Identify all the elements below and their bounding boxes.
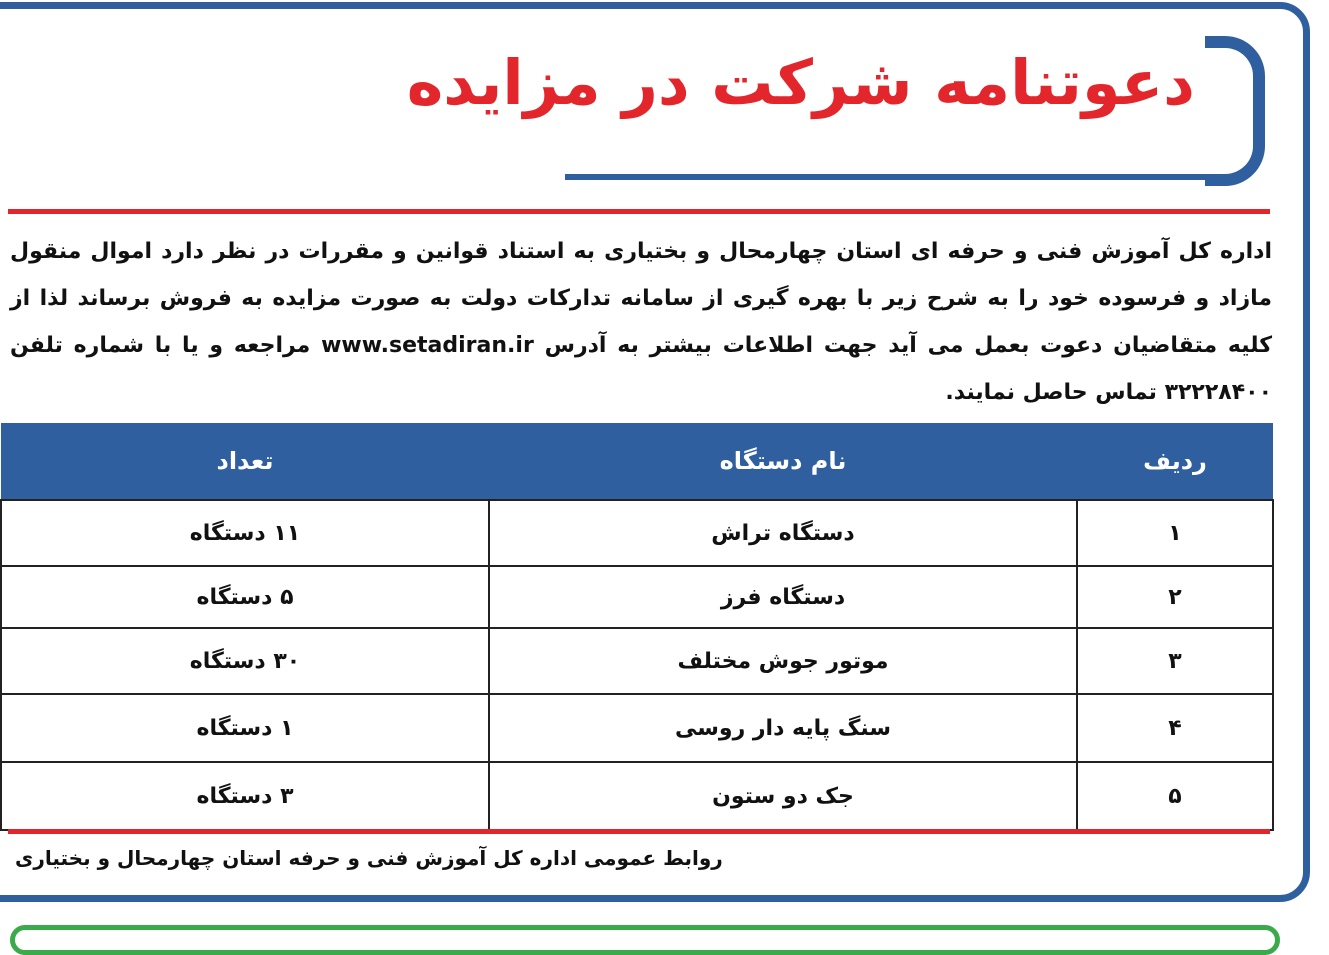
row-number: ۳ xyxy=(1077,628,1273,694)
page-title: دعوتنامه شرکت در مزایده xyxy=(406,46,1195,119)
footer-credit: روابط عمومی اداره کل آموزش فنی و حرفه استان چهارمحال و بختیاری xyxy=(15,846,723,870)
device-name: سنگ پایه دار روسی xyxy=(489,694,1077,762)
header-quantity: تعداد xyxy=(1,423,489,500)
device-quantity: ۳ دستگاه xyxy=(1,762,489,830)
table-row xyxy=(1,694,1273,762)
table-row xyxy=(1,566,1273,628)
row-number: ۵ xyxy=(1077,762,1273,830)
title-arc xyxy=(1205,36,1265,186)
device-name: دستگاه فرز xyxy=(489,566,1077,628)
table-row xyxy=(1,762,1273,830)
device-name: موتور جوش مختلف xyxy=(489,628,1077,694)
device-quantity: ۳۰ دستگاه xyxy=(1,628,489,694)
header-device-name: نام دستگاه xyxy=(489,423,1077,500)
device-quantity: ۵ دستگاه xyxy=(1,566,489,628)
items-table xyxy=(0,423,1274,831)
table-row xyxy=(1,628,1273,694)
table-header-row xyxy=(1,423,1273,500)
header-row-number: ردیف xyxy=(1077,423,1273,500)
next-notice-edge xyxy=(10,925,1280,955)
device-name: جک دو ستون xyxy=(489,762,1077,830)
intro-paragraph: اداره کل آموزش فنی و حرفه ای استان چهارمحال و بختیاری به استناد قوانین و مقررات در نظر دارد اموال منقول مازاد و فرسوده خود را به شرح زیر با بهره گیری از سامانه تدارکات دولت به صورت مزایده به فروش برساند لذا از کلیه متقاضیان دعوت بعمل می آید جهت اطلاعات بیشتر به آدرس www.setadiran.ir مراجعه و یا با شماره تلفن ۳۲۲۲۸۴۰۰ تماس حاصل نمایند. xyxy=(10,239,1272,405)
row-number: ۴ xyxy=(1077,694,1273,762)
top-divider xyxy=(8,209,1270,214)
title-underline xyxy=(565,174,1225,180)
device-quantity: ۱ دستگاه xyxy=(1,694,489,762)
device-quantity: ۱۱ دستگاه xyxy=(1,500,489,566)
device-name: دستگاه تراش xyxy=(489,500,1077,566)
table-row xyxy=(1,500,1273,566)
row-number: ۲ xyxy=(1077,566,1273,628)
title-banner xyxy=(406,36,1265,186)
bottom-divider xyxy=(8,829,1270,834)
row-number: ۱ xyxy=(1077,500,1273,566)
